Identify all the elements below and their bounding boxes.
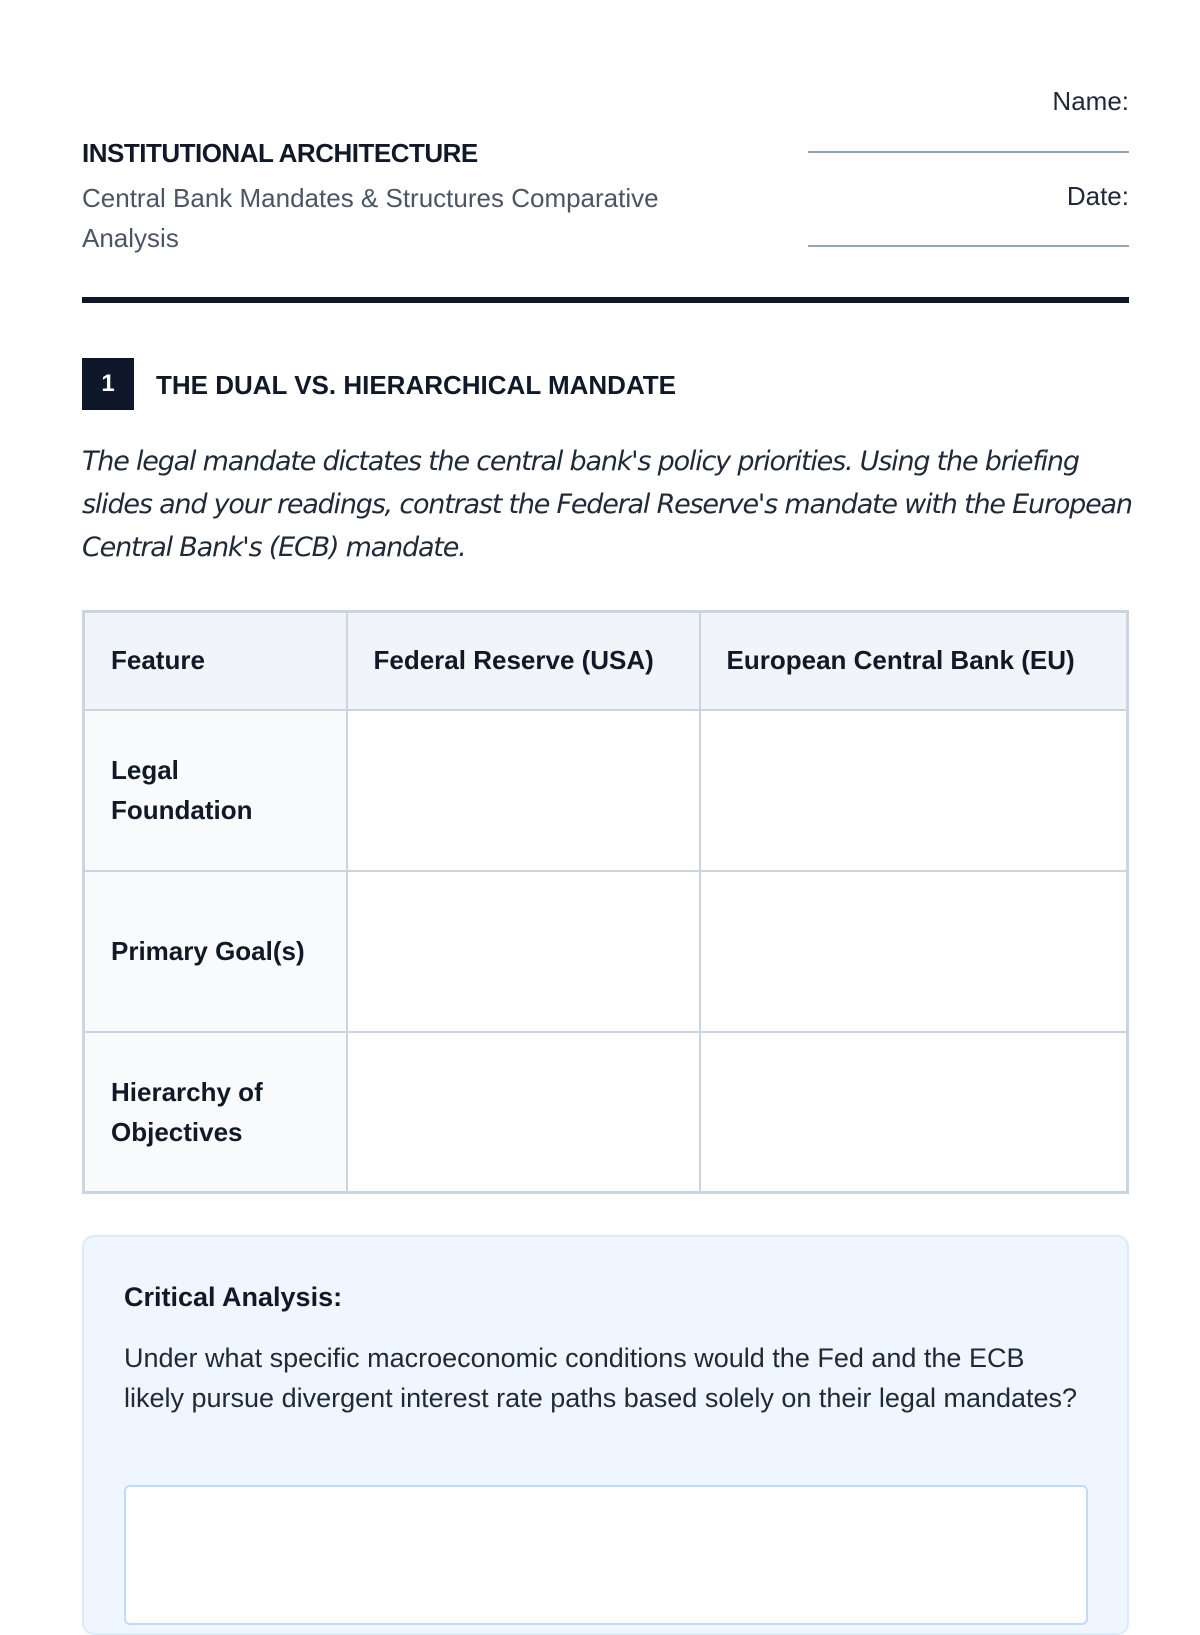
- header-divider: [82, 297, 1129, 303]
- date-label: Date:: [1066, 181, 1129, 211]
- table-row: [84, 710, 1128, 871]
- ecb-answer-cell[interactable]: [700, 710, 1128, 871]
- table-header-row: [84, 612, 1128, 710]
- column-header: Federal Reserve (USA): [347, 612, 700, 710]
- name-field[interactable]: [808, 151, 1129, 153]
- fed-answer-cell[interactable]: [347, 710, 700, 871]
- column-header: European Central Bank (EU): [700, 612, 1128, 710]
- section-instructions: The legal mandate dictates the central bank's policy priorities. Using the briefing slides and your readings, contrast the Federal Reserve's mandate with the European Central Bank's (ECB) mandate.: [82, 446, 1132, 563]
- table-row: [84, 871, 1128, 1032]
- date-field[interactable]: [808, 245, 1129, 247]
- section-title: THE DUAL VS. HIERARCHICAL MANDATE: [156, 370, 677, 400]
- ecb-answer-cell[interactable]: [700, 871, 1128, 1032]
- ecb-answer-cell[interactable]: [700, 1032, 1128, 1193]
- column-header: Feature: [84, 612, 347, 710]
- feature-cell: Legal Foundation: [84, 710, 347, 871]
- worksheet-title: INSTITUTIONAL ARCHITECTURE: [82, 138, 478, 168]
- fed-answer-cell[interactable]: [347, 1032, 700, 1193]
- feature-cell: Hierarchy of Objectives: [84, 1032, 347, 1193]
- critical-analysis-answer-field[interactable]: [124, 1485, 1088, 1625]
- fed-answer-cell[interactable]: [347, 871, 700, 1032]
- table-row: [84, 1032, 1128, 1193]
- worksheet-subtitle: Central Bank Mandates & Structures Comparative Analysis: [82, 183, 659, 253]
- critical-analysis-question: Under what specific macroeconomic conditions would the Fed and the ECB likely pursue divergent interest rate paths based solely on their legal mandates?: [124, 1343, 1078, 1413]
- feature-cell: Primary Goal(s): [84, 871, 347, 1032]
- critical-analysis-label: Critical Analysis:: [124, 1282, 343, 1312]
- section-number-badge: 1: [82, 358, 134, 410]
- name-label: Name:: [1052, 86, 1129, 116]
- comparison-table: [82, 610, 1129, 1194]
